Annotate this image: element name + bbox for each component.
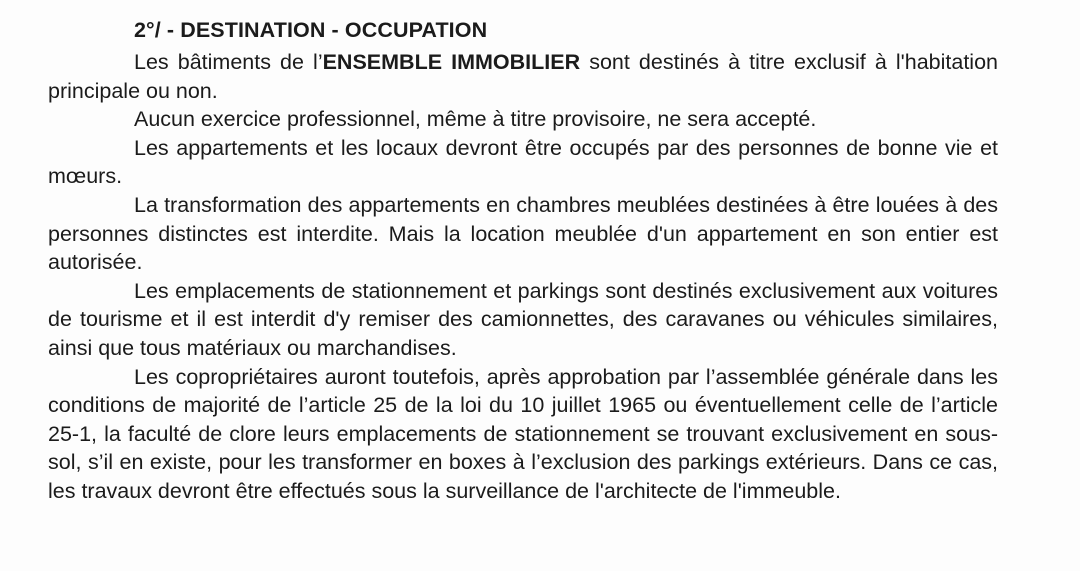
document-body bbox=[48, 48, 998, 506]
ensemble-immobilier-emphasis: ENSEMBLE IMMOBILIER bbox=[322, 50, 581, 74]
paragraph-destination bbox=[48, 48, 998, 105]
paragraph-parking-enclosure: Les copropriétaires auront toutefois, après approbation par l’assemblée générale dans les conditions de majorité de l’article 25 de la loi du 10 juillet 1965 ou éventuellement celle de l’article 25-1, la faculté de clore leurs emplacements de stationnement se trouvant exclusivement en sous-sol, s’il en existe, pour les transformer en boxes à l’exclusion des parkings extérieurs. Dans ce cas, les travaux devront être effectués sous la surveillance de l'architecte de l'immeuble. bbox=[48, 364, 998, 503]
section-heading: 2°/ - DESTINATION - OCCUPATION bbox=[134, 18, 488, 42]
paragraph-parking-use: Les emplacements de stationnement et parkings sont destinés exclusivement aux voitures de tourisme et il est interdit d'y remiser des camionnettes, des caravanes ou véhicules similaires, ainsi que tous matériaux ou marchandises. bbox=[48, 278, 998, 360]
paragraph-furnished-rooms: La transformation des appartements en chambres meublées destinées à être louées à des personnes distinctes est interdite. Mais la location meublée d'un appartement en son entier est autorisée. bbox=[48, 192, 998, 275]
paragraph-destination-prefix: Les bâtiments de l’ bbox=[134, 50, 323, 74]
paragraph-professional-use: Aucun exercice professionnel, même à titre provisoire, ne sera accepté. bbox=[134, 107, 817, 132]
paragraph-destination-suffix: sont destinés à titre exclusif à l'habitation principale ou non. bbox=[48, 50, 998, 103]
paragraph-occupants: Les appartements et les locaux devront être occupés par des personnes de bonne vie et mœurs. bbox=[48, 135, 998, 189]
